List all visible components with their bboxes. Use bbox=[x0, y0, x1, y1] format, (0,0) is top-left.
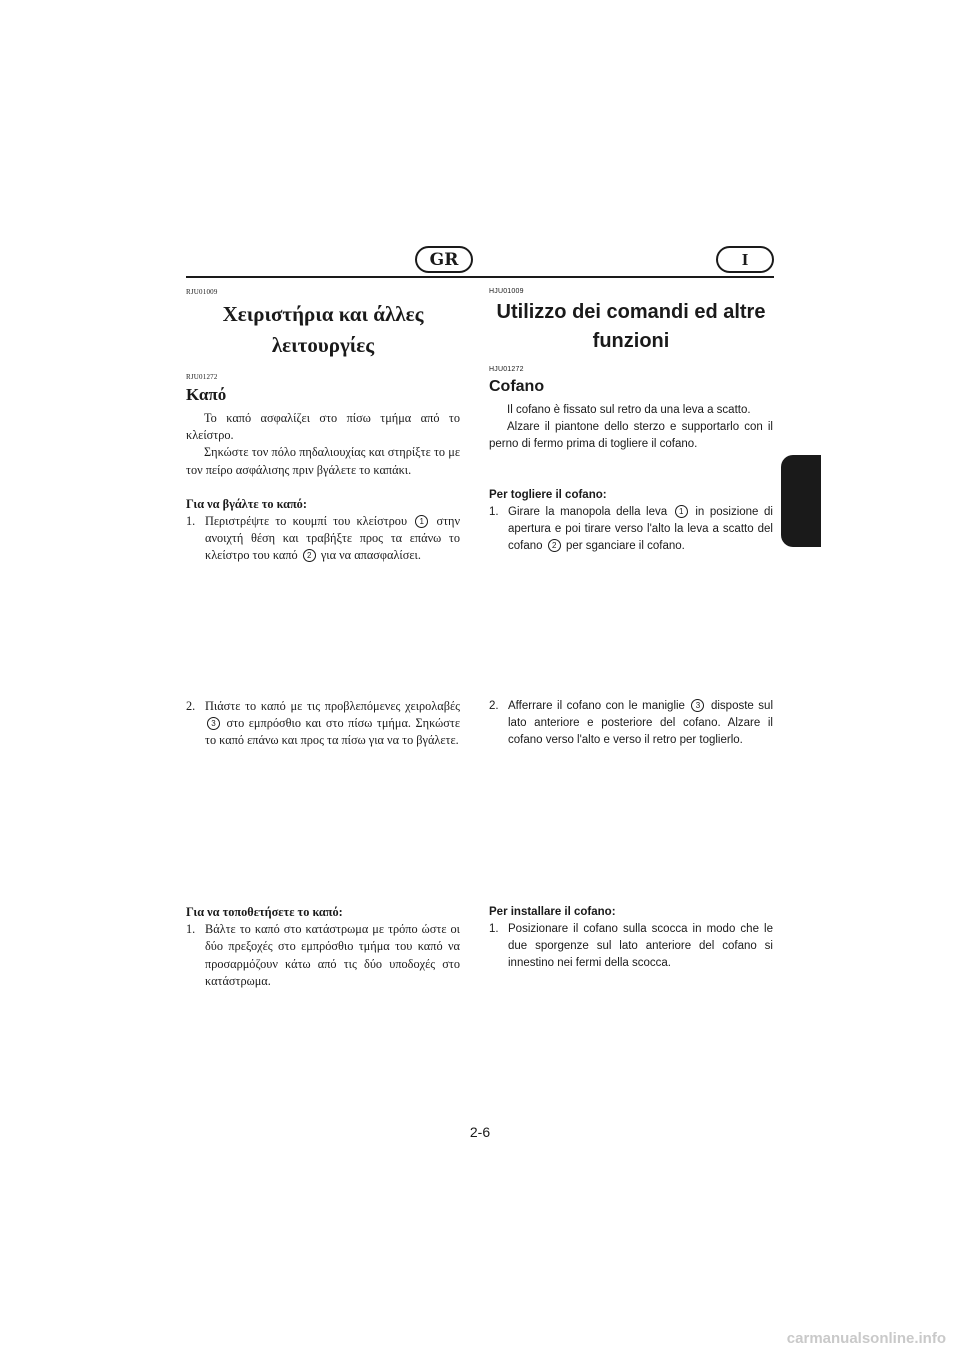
callout-1: 1 bbox=[415, 515, 428, 528]
section-code: RJU01272 bbox=[186, 373, 218, 381]
chapter-title-line-1: Utilizzo dei comandi ed altre bbox=[496, 301, 766, 323]
page-header bbox=[186, 246, 774, 278]
step-number: 2. bbox=[489, 700, 499, 712]
remove-heading: Για να βγάλτε το καπό: bbox=[186, 496, 307, 511]
step-install-1: 1. Posizionare il cofano sulla scocca in modo che le due sporgenze sul lato anteriore del cofano si innestino nei fermi della scocca. bbox=[489, 921, 773, 972]
greek-column-step-2 bbox=[186, 698, 460, 750]
language-badge-italian: I bbox=[716, 246, 774, 273]
step-number: 1. bbox=[186, 922, 196, 937]
callout-2: 2 bbox=[548, 539, 561, 552]
step-remove-2: 2. Afferrare il cofano con le maniglie 3 disposte sul lato anteriore e posteriore del cofano. Alzare il cofano verso l'alto e verso il retro per toglierlo. bbox=[489, 698, 773, 749]
section-title: Καπό bbox=[186, 385, 227, 404]
remove-heading: Per togliere il cofano: bbox=[489, 489, 607, 501]
greek-column bbox=[186, 288, 460, 565]
header-rule bbox=[186, 276, 774, 278]
italian-column-install bbox=[489, 904, 773, 972]
chapter-title bbox=[186, 299, 460, 361]
step-remove-1: 1. Περιστρέψτε το κουμπί του κλείστρου 1 στην ανοιχτή θέση και τραβήξτε προς τα επάνω το κλείστρο του καπό 2 για να απασφαλίσει. bbox=[186, 513, 460, 565]
chapter-thumb-tab bbox=[781, 455, 821, 547]
step-remove-2: 2. Πιάστε το καπό με τις προβλεπόμενες χειρολαβές 3 στο εμπρόσθιο και στο πίσω τμήμα. Σηκώστε το καπό επάνω και προς τα πίσω για να το βγάλετε. bbox=[186, 698, 460, 750]
paragraph-1: Το καπό ασφαλίζει στο πίσω τμήμα από το κλείστρο. bbox=[186, 411, 460, 443]
paragraph-1: Il cofano è fissato sul retro da una leva a scatto. bbox=[507, 404, 751, 416]
chapter-code: HJU01009 bbox=[489, 288, 524, 295]
step-number: 1. bbox=[489, 923, 499, 935]
step-number: 1. bbox=[489, 506, 499, 518]
chapter-title-line-1: Χειριστήρια και άλλες bbox=[222, 302, 424, 326]
chapter-code: RJU01009 bbox=[186, 288, 218, 296]
install-heading: Για να τοποθετήσετε το καπό: bbox=[186, 905, 343, 919]
language-badge-greek: GR bbox=[415, 246, 473, 273]
paragraph-2: Σηκώστε τον πόλο πηδαλιουχίας και στηρίξτε το με τον πείρο ασφάλισης πριν βγάλετε το καπάκι. bbox=[186, 445, 460, 477]
chapter-title bbox=[489, 298, 773, 356]
section-title: Cofano bbox=[489, 378, 545, 395]
step-number: 1. bbox=[186, 514, 196, 529]
paragraph-2: Alzare il piantone dello sterzo e supportarlo con il perno di fermo prima di togliere il cofano. bbox=[489, 421, 773, 450]
step-number: 2. bbox=[186, 699, 196, 713]
callout-1: 1 bbox=[675, 505, 688, 518]
callout-2: 2 bbox=[303, 549, 316, 562]
step-install-1: 1. Βάλτε το καπό στο κατάστρωμα με τρόπο ώστε οι δύο πρεξοχές στο εμπρόσθιο τμήμα του καπό να προσαρμόζουν κάτω από τις δύο υποδοχές στο κατάστρωμα. bbox=[186, 921, 460, 990]
italian-column-step-2 bbox=[489, 698, 773, 749]
callout-3: 3 bbox=[207, 717, 220, 730]
callout-3: 3 bbox=[691, 699, 704, 712]
section-code: HJU01272 bbox=[489, 366, 524, 373]
chapter-title-line-2: λειτουργίες bbox=[271, 333, 375, 357]
step-remove-1: 1. Girare la manopola della leva 1 in posizione di apertura e poi tirare verso l'alto la leva a scatto del cofano 2 per sganciare il cofano. bbox=[489, 504, 773, 555]
italian-column bbox=[489, 288, 773, 555]
chapter-title-line-2: funzioni bbox=[592, 330, 670, 352]
footer-watermark: carmanualsonline.info bbox=[786, 1330, 946, 1347]
install-heading: Per installare il cofano: bbox=[489, 906, 616, 918]
greek-column-install bbox=[186, 904, 460, 990]
page-number: 2-6 bbox=[469, 1124, 491, 1140]
